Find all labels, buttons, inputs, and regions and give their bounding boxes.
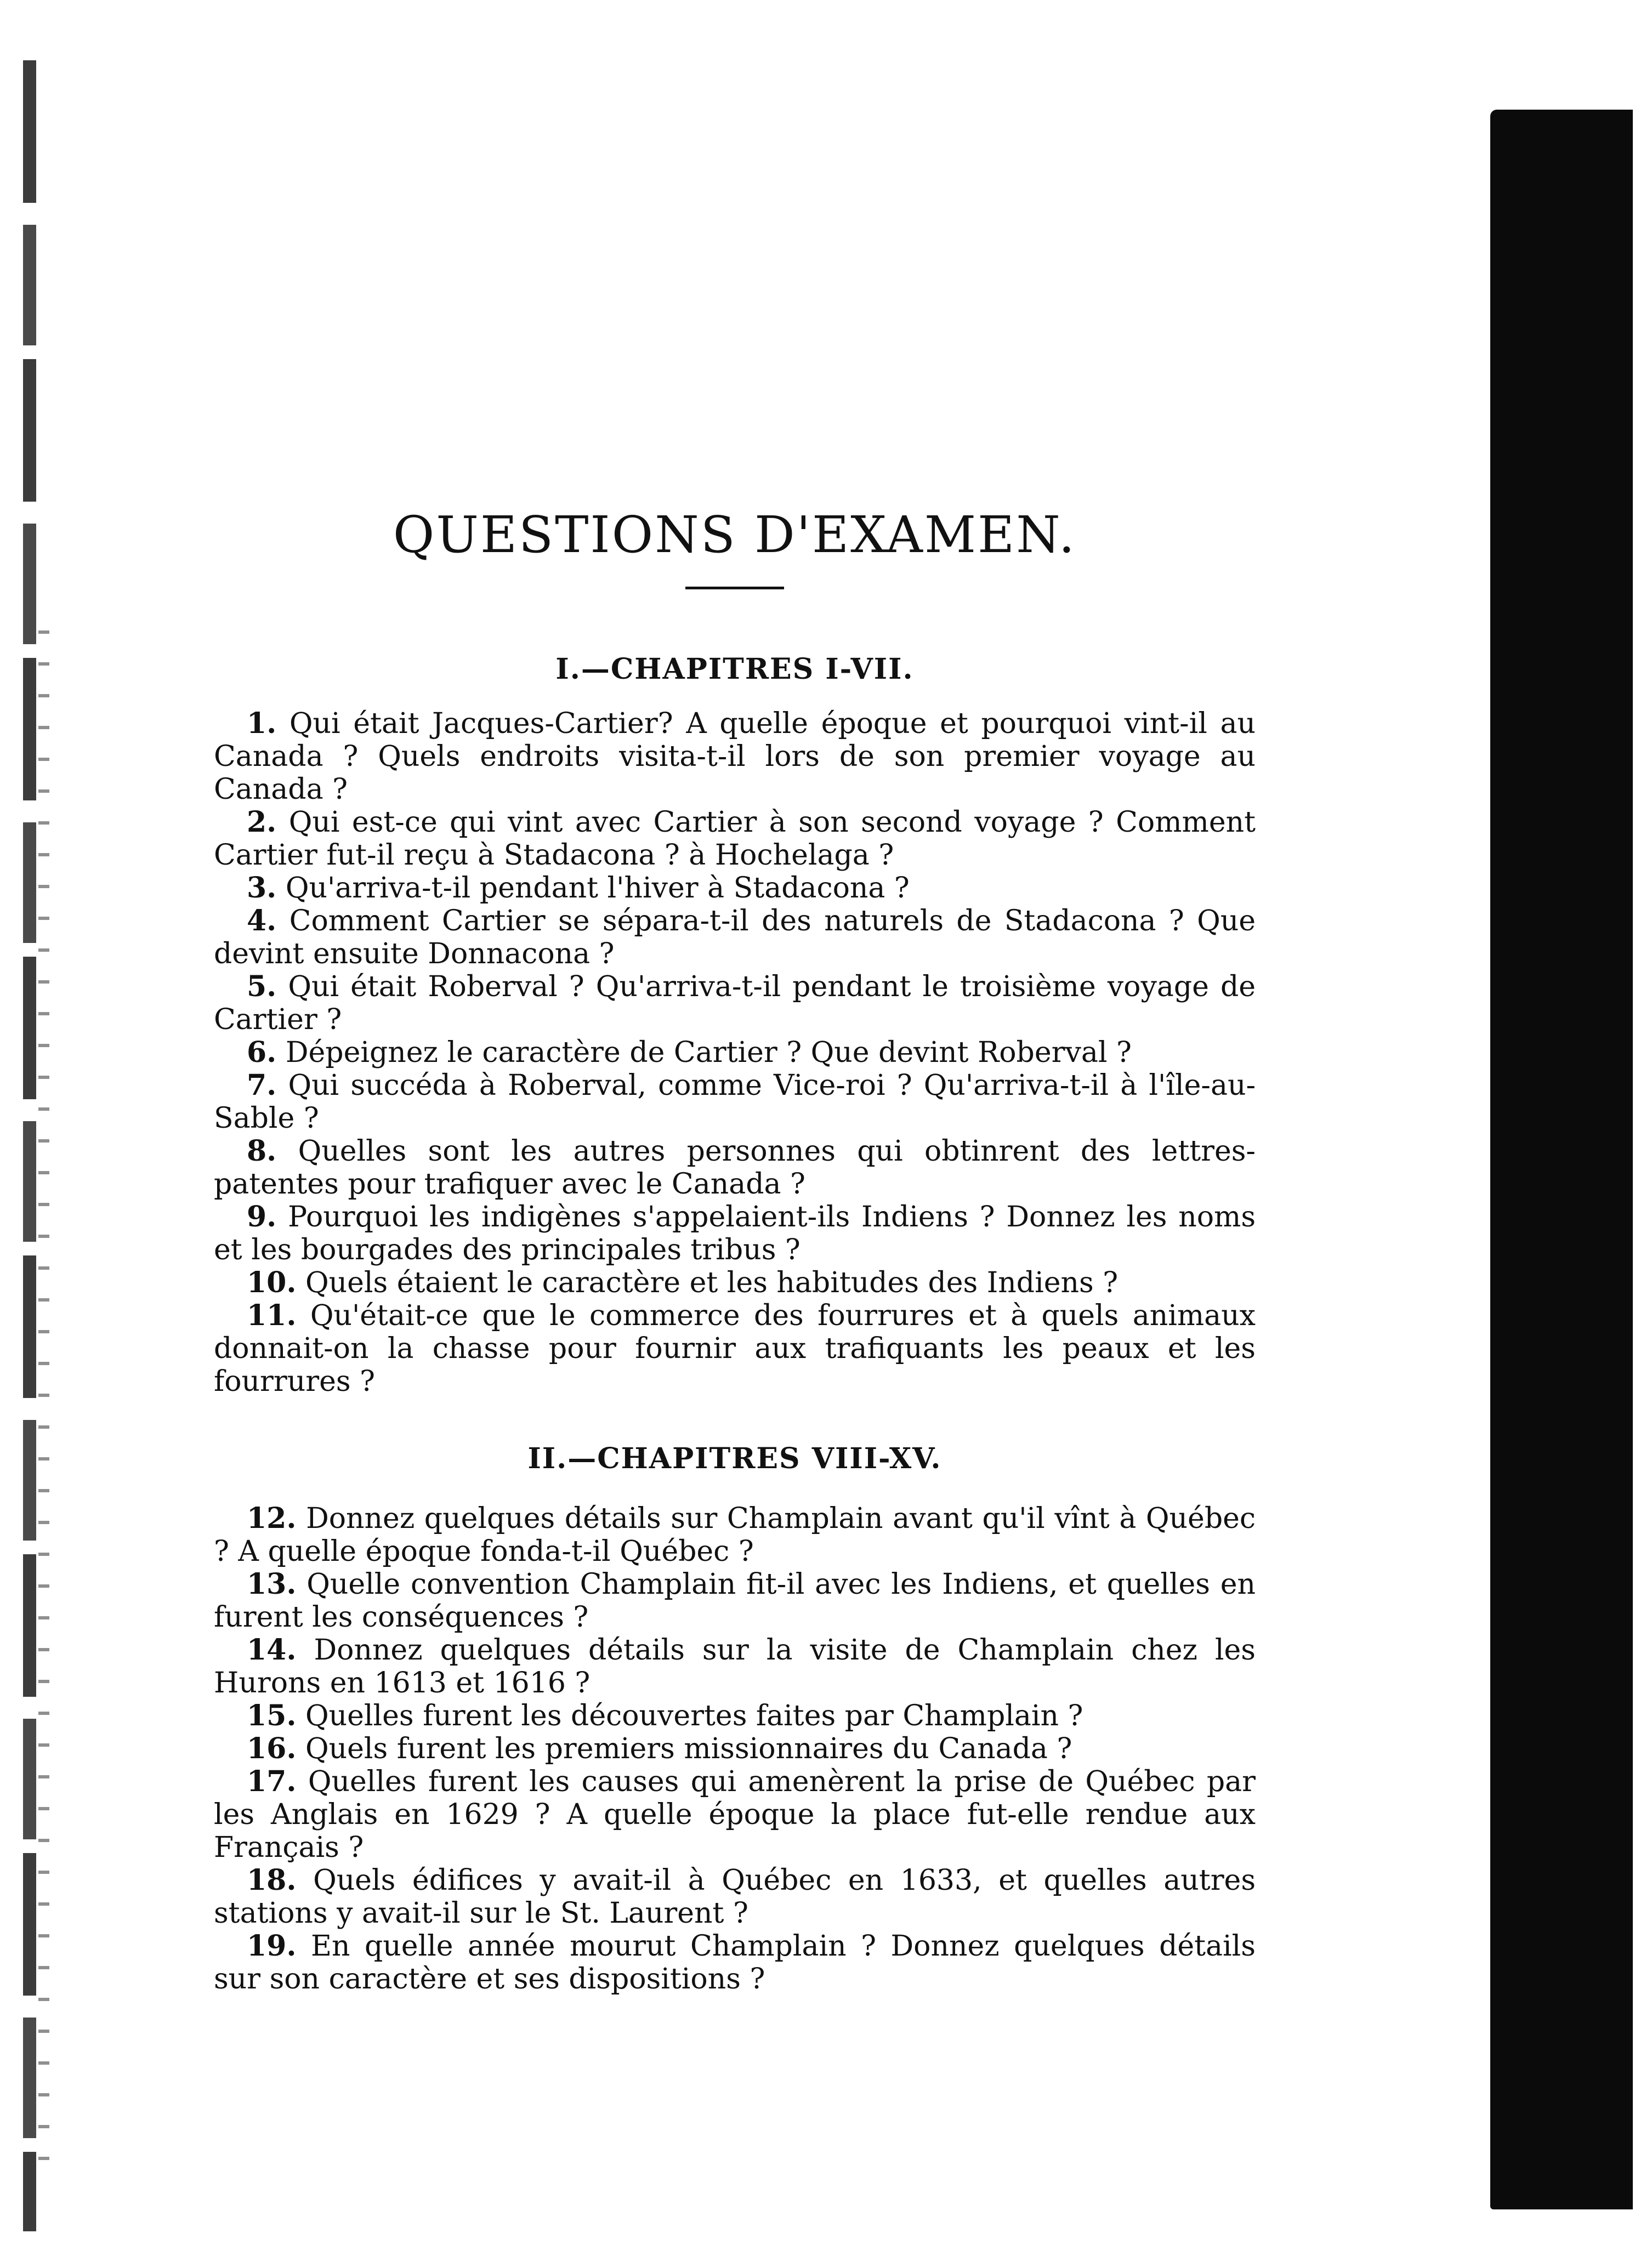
question-number: 4. (247, 904, 277, 937)
document-page (214, 471, 1256, 2116)
question-text: Qui était Roberval ? Qu'arriva-t-il pendant le troisième voyage de Cartier ? (214, 970, 1256, 1036)
question-text: Quelles sont les autres personnes qui obtinrent des lettres-patentes pour trafiquer avec le Canada ? (214, 1135, 1256, 1201)
page-edge-shadow (1490, 110, 1633, 2209)
question-item (214, 872, 1256, 905)
question-list-1 (214, 707, 1256, 1398)
question-text: Qui est-ce qui vint avec Cartier à son second voyage ? Comment Cartier fut-il reçu à Stadacona ? à Hochelaga ? (214, 806, 1256, 872)
question-item (214, 1069, 1256, 1135)
question-item (214, 1135, 1256, 1201)
question-text: Qu'arriva-t-il pendant l'hiver à Stadacona ? (285, 872, 910, 905)
section-heading-2: II.—CHAPITRES VIII-XV. (527, 1442, 942, 1475)
question-list-2 (214, 1502, 1256, 1996)
question-number: 6. (247, 1036, 277, 1069)
question-number: 2. (247, 805, 277, 839)
book-spine-shadow (23, 60, 36, 2231)
question-text: Quels furent les premiers missionnaires du Canada ? (305, 1732, 1072, 1765)
question-text: Qui succéda à Roberval, comme Vice-roi ? Qu'arriva-t-il à l'île-au-Sable ? (214, 1069, 1256, 1135)
question-number: 3. (247, 871, 277, 905)
question-number: 9. (247, 1200, 277, 1234)
question-text: Comment Cartier se sépara-t-il des naturels de Stadacona ? Que devint ensuite Donnacona ? (214, 905, 1256, 970)
spine-edge-marks (38, 630, 49, 2166)
section-heading-1: I.—CHAPITRES I-VII. (555, 652, 914, 686)
question-text: Dépeignez le caractère de Cartier ? Que devint Roberval ? (285, 1036, 1132, 1069)
question-number: 16. (247, 1732, 297, 1765)
question-text: Pourquoi les indigènes s'appelaient-ils Indiens ? Donnez les noms et les bourgades des principales tribus ? (214, 1201, 1256, 1266)
question-number: 5. (247, 970, 277, 1003)
question-item (214, 1930, 1256, 1996)
question-item (214, 1700, 1256, 1732)
question-number: 7. (247, 1069, 277, 1102)
question-number: 12. (247, 1502, 297, 1535)
question-text: Donnez quelques détails sur Champlain avant qu'il vînt à Québec ? A quelle époque fonda-t-il Québec ? (214, 1502, 1256, 1568)
question-text: Qui était Jacques-Cartier? A quelle époque et pourquoi vint-il au Canada ? Quels endroits visita-t-il lors de son premier voyage au Canada ? (214, 707, 1256, 806)
question-number: 17. (247, 1765, 297, 1798)
question-number: 10. (247, 1266, 297, 1299)
question-text: En quelle année mourut Champlain ? Donnez quelques détails sur son caractère et ses dispositions ? (214, 1930, 1256, 1996)
question-text: Quels édifices y avait-il à Québec en 1633, et quelles autres stations y avait-il sur le St. Laurent ? (214, 1864, 1256, 1930)
title-rule (685, 587, 784, 589)
page-title: QUESTIONS D'EXAMEN. (393, 505, 1077, 564)
question-number: 13. (247, 1567, 297, 1601)
question-item (214, 806, 1256, 872)
question-item (214, 1201, 1256, 1266)
question-text: Quels étaient le caractère et les habitudes des Indiens ? (305, 1266, 1119, 1299)
question-item (214, 1299, 1256, 1398)
question-item (214, 1732, 1256, 1765)
question-text: Quelles furent les découvertes faites par Champlain ? (305, 1700, 1083, 1732)
question-item (214, 1266, 1256, 1299)
question-item (214, 905, 1256, 970)
question-number: 14. (247, 1633, 297, 1667)
question-number: 8. (247, 1134, 277, 1168)
question-item (214, 707, 1256, 806)
question-number: 15. (247, 1699, 297, 1732)
question-number: 19. (247, 1929, 297, 1963)
question-item (214, 1036, 1256, 1069)
question-text: Quelles furent les causes qui amenèrent la prise de Québec par les Anglais en 1629 ? A quelle époque la place fut-elle rendue aux Français ? (214, 1765, 1256, 1864)
question-item (214, 1568, 1256, 1634)
question-number: 1. (247, 707, 277, 740)
question-text: Qu'était-ce que le commerce des fourrures et à quels animaux donnait-on la chasse pour fournir aux trafiquants les peaux et les fourrures ? (214, 1299, 1256, 1398)
question-number: 11. (247, 1299, 297, 1332)
question-text: Quelle convention Champlain fit-il avec les Indiens, et quelles en furent les conséquences ? (214, 1568, 1256, 1634)
question-text: Donnez quelques détails sur la visite de Champlain chez les Hurons en 1613 et 1616 ? (214, 1634, 1256, 1700)
question-item (214, 1634, 1256, 1700)
question-item (214, 1864, 1256, 1930)
question-item (214, 970, 1256, 1036)
question-item (214, 1765, 1256, 1864)
question-item (214, 1502, 1256, 1568)
question-number: 18. (247, 1863, 297, 1897)
